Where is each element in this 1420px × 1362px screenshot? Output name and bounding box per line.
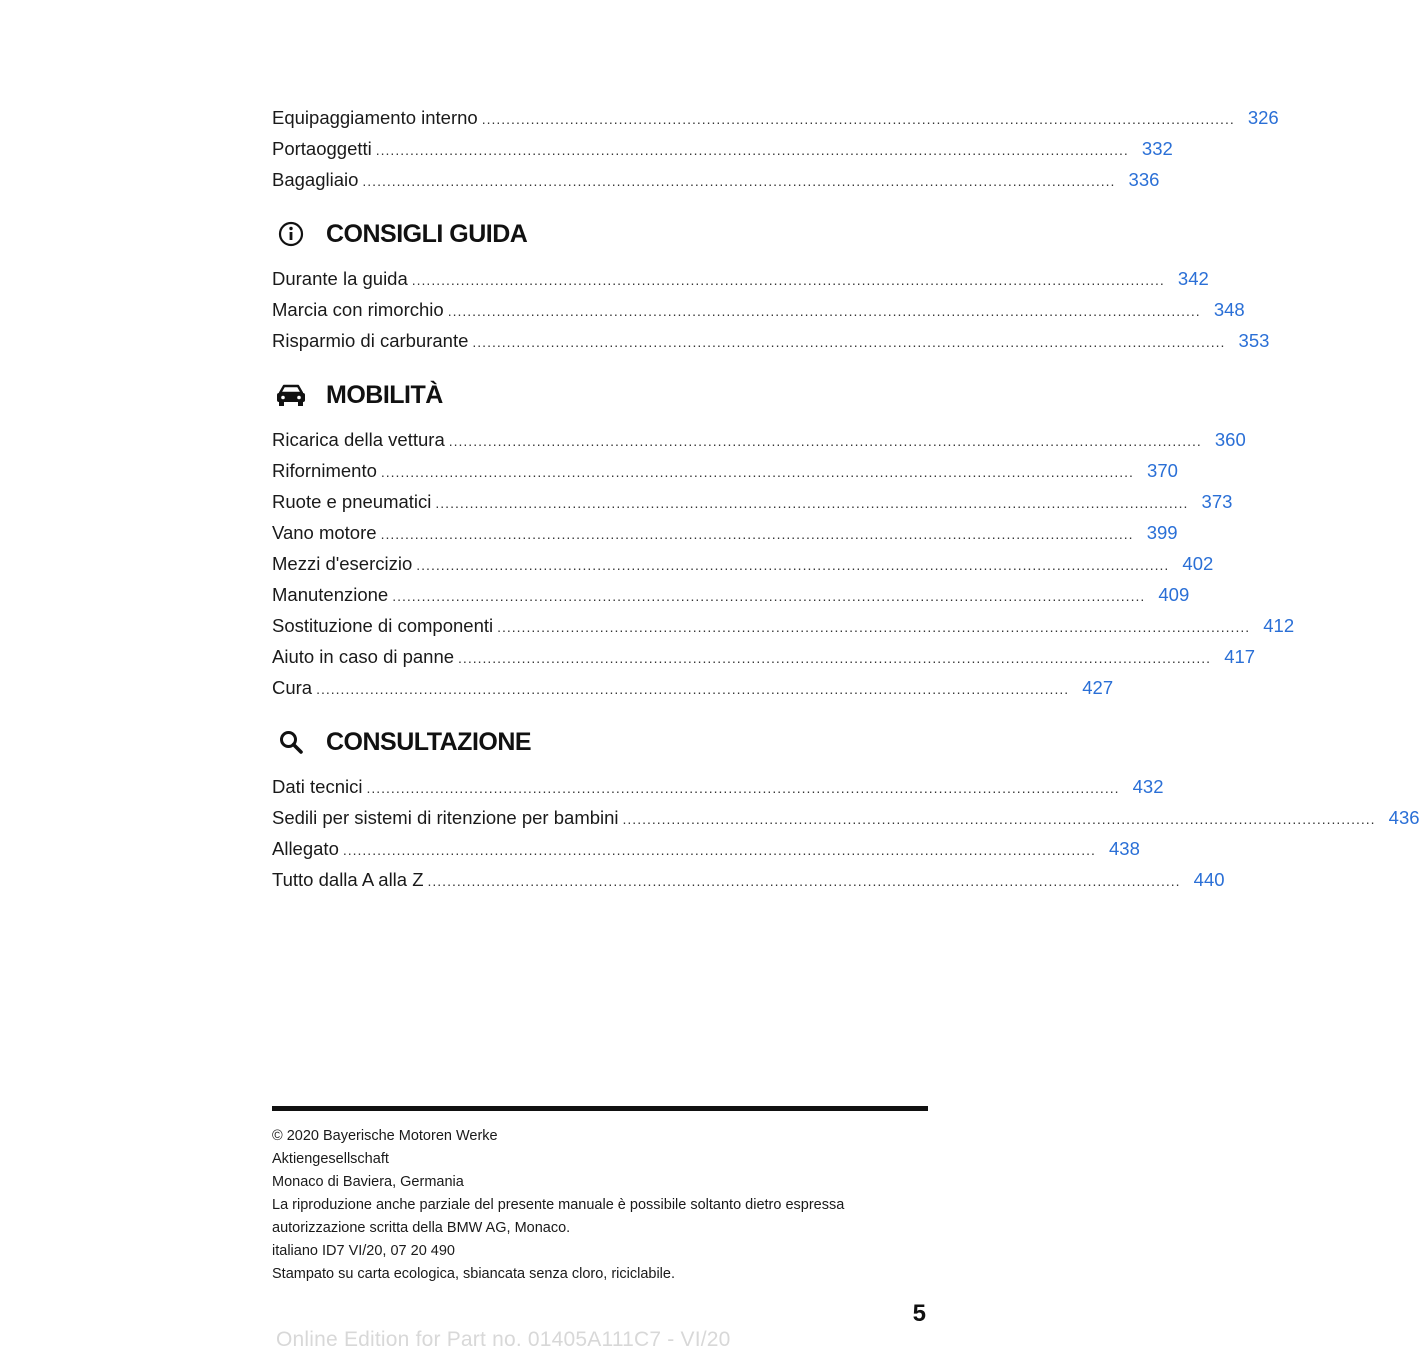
toc-entry[interactable] xyxy=(272,833,1140,864)
toc-entry-title: Ricarica della vettura xyxy=(272,429,445,450)
car-icon xyxy=(276,380,306,410)
toc-entry-page[interactable]: 353 xyxy=(1238,330,1270,351)
leader-dots: .......................................................................................................................................................... xyxy=(380,526,1134,542)
section-title: CONSULTAZIONE xyxy=(326,727,532,756)
imprint-line: La riproduzione anche parziale del presente manuale è possibile soltanto dietro espressa xyxy=(272,1197,845,1213)
imprint-line: Aktiengesellschaft xyxy=(272,1151,389,1167)
leader-dots: .......................................................................................................................................................... xyxy=(416,557,1170,573)
toc-entry[interactable] xyxy=(272,424,1246,455)
toc-entry-page[interactable]: 440 xyxy=(1193,869,1225,890)
toc-entry[interactable] xyxy=(272,517,1178,548)
toc-entry[interactable] xyxy=(272,579,1190,610)
toc-entry-title: Durante la guida xyxy=(272,268,408,289)
toc-entry-title: Aiuto in caso di panne xyxy=(272,646,455,667)
toc-entry[interactable] xyxy=(272,548,1214,579)
leader-dots: .......................................................................................................................................................... xyxy=(622,811,1376,827)
imprint-line: Stampato su carta ecologica, sbiancata senza cloro, riciclabile. xyxy=(272,1266,675,1282)
toc-entry-title: Mezzi d'esercizio xyxy=(272,553,413,574)
leader-dots: .......................................................................................................................................................... xyxy=(342,842,1096,858)
toc-entry[interactable] xyxy=(272,610,1295,641)
leader-dots: .......................................................................................................................................................... xyxy=(375,142,1129,158)
toc-entry[interactable] xyxy=(272,325,1270,356)
toc-entry[interactable] xyxy=(272,455,1178,486)
info-icon xyxy=(276,219,306,249)
toc-entry[interactable] xyxy=(272,102,1279,133)
leader-dots: .......................................................................................................................................................... xyxy=(458,650,1212,666)
toc-entry[interactable] xyxy=(272,133,1173,164)
toc-entry-page[interactable]: 373 xyxy=(1201,491,1233,512)
toc-entry-title: Cura xyxy=(272,677,313,698)
page-number: 5 xyxy=(912,1300,926,1327)
toc-entry-title: Manutenzione xyxy=(272,584,389,605)
toc-entry[interactable] xyxy=(272,672,1114,703)
leader-dots: .......................................................................................................................................................... xyxy=(447,303,1201,319)
toc-entry-title: Sedili per sistemi di ritenzione per bambini xyxy=(272,807,619,828)
toc-entry[interactable] xyxy=(272,263,1209,294)
leader-dots: .......................................................................................................................................................... xyxy=(366,780,1120,796)
toc-intro xyxy=(272,102,1420,895)
toc-entry-page[interactable]: 409 xyxy=(1158,584,1190,605)
divider-rule xyxy=(272,1106,928,1111)
toc-entry-page[interactable]: 402 xyxy=(1182,553,1214,574)
toc-entry[interactable] xyxy=(272,771,1164,802)
toc-entry[interactable] xyxy=(272,641,1256,672)
toc-entry[interactable] xyxy=(272,802,1420,833)
toc-entry-page[interactable]: 427 xyxy=(1082,677,1114,698)
toc-entry[interactable] xyxy=(272,486,1233,517)
toc-entry-title: Bagagliaio xyxy=(272,169,359,190)
toc-entry-title: Marcia con rimorchio xyxy=(272,299,444,320)
toc-entry-page[interactable]: 432 xyxy=(1132,776,1164,797)
search-icon xyxy=(276,727,306,757)
imprint-line: Monaco di Baviera, Germania xyxy=(272,1174,464,1190)
toc-entry-title: Equipaggiamento interno xyxy=(272,107,478,128)
leader-dots: .......................................................................................................................................................... xyxy=(448,433,1202,449)
toc-entry-page[interactable]: 417 xyxy=(1224,646,1256,667)
toc-entry-title: Dati tecnici xyxy=(272,776,363,797)
toc-entry-page[interactable]: 370 xyxy=(1147,460,1178,481)
toc-entry-title: Ruote e pneumatici xyxy=(272,491,432,512)
section-header-consigli-guida xyxy=(272,209,928,259)
toc-entry-title: Risparmio di carburante xyxy=(272,330,469,351)
toc-entry-page[interactable]: 342 xyxy=(1177,268,1209,289)
toc-entry-title: Sostituzione di componenti xyxy=(272,615,494,636)
toc-entry-page[interactable]: 412 xyxy=(1263,615,1295,636)
leader-dots: .......................................................................................................................................................... xyxy=(411,272,1165,288)
toc-entry-page[interactable]: 436 xyxy=(1388,807,1420,828)
toc-entry-page[interactable]: 332 xyxy=(1141,138,1173,159)
toc-entry[interactable] xyxy=(272,864,1225,895)
watermark: Online Edition for Part no. 01405A111C7 - VI/20 xyxy=(276,1328,731,1351)
section-title: MOBILITÀ xyxy=(326,380,443,409)
leader-dots: .......................................................................................................................................................... xyxy=(316,681,1070,697)
leader-dots: .......................................................................................................................................................... xyxy=(380,464,1134,480)
toc-entry-page[interactable]: 326 xyxy=(1247,107,1279,128)
toc-entry-title: Vano motore xyxy=(272,522,377,543)
leader-dots: .......................................................................................................................................................... xyxy=(497,619,1251,635)
leader-dots: .......................................................................................................................................................... xyxy=(392,588,1146,604)
imprint-line: © 2020 Bayerische Motoren Werke xyxy=(272,1128,498,1144)
section-title: CONSIGLI GUIDA xyxy=(326,219,528,248)
leader-dots: .......................................................................................................................................................... xyxy=(472,334,1226,350)
toc-entry-title: Portaoggetti xyxy=(272,138,372,159)
leader-dots: .......................................................................................................................................................... xyxy=(435,495,1189,511)
leader-dots: .......................................................................................................................................................... xyxy=(362,173,1116,189)
imprint-block xyxy=(272,1125,928,1286)
toc-entry[interactable] xyxy=(272,294,1245,325)
leader-dots: .......................................................................................................................................................... xyxy=(481,111,1235,127)
section-header-mobilita xyxy=(272,370,928,420)
toc-entry-page[interactable]: 438 xyxy=(1109,838,1140,859)
toc-entry-title: Allegato xyxy=(272,838,339,859)
leader-dots: .......................................................................................................................................................... xyxy=(427,873,1181,889)
toc-entry-page[interactable]: 360 xyxy=(1214,429,1246,450)
imprint-line: autorizzazione scritta della BMW AG, Monaco. xyxy=(272,1220,571,1236)
toc-entry-page[interactable]: 348 xyxy=(1213,299,1245,320)
toc-entry-page[interactable]: 399 xyxy=(1146,522,1178,543)
imprint-line: italiano ID7 VI/20, 07 20 490 xyxy=(272,1243,455,1259)
toc-entry-title: Rifornimento xyxy=(272,460,377,481)
toc-entry-page[interactable]: 336 xyxy=(1128,169,1160,190)
section-header-consultazione xyxy=(272,717,928,767)
toc-entry[interactable] xyxy=(272,164,1160,195)
toc-entry-title: Tutto dalla A alla Z xyxy=(272,869,424,890)
